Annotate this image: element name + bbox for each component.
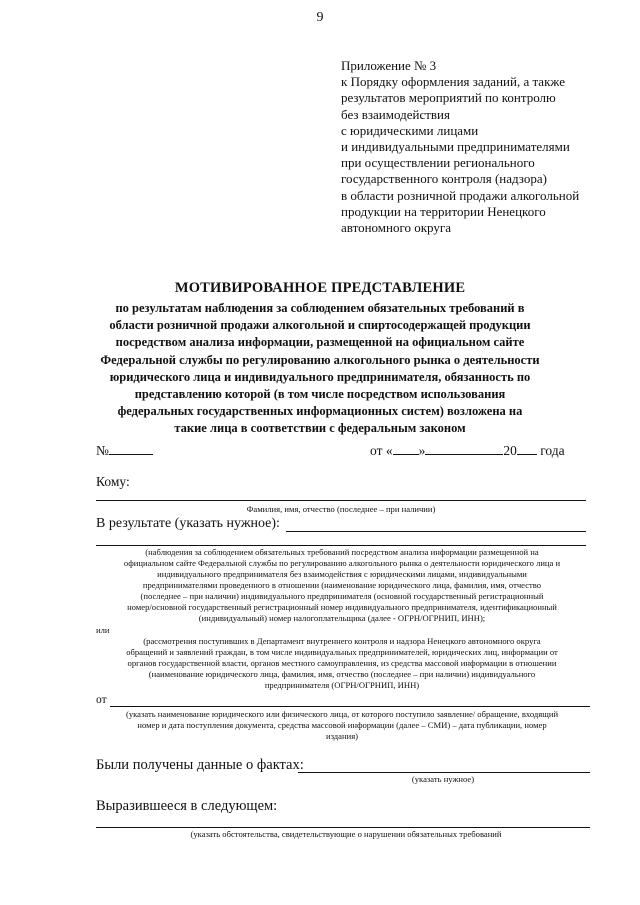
from-label: от xyxy=(96,694,107,706)
hint-line: (наблюдения за соблюдением обязательных требований посредством анализа информации размещенной на xyxy=(145,547,539,557)
subtitle-line: федеральных государственных информационных систем) возложена на xyxy=(117,404,523,419)
hint-line: номер/основной государственный регистрационный номер индивидуального предпринимателя, идентификационный xyxy=(127,602,557,612)
subtitle-line: по результатам наблюдения за соблюдением обязательных требований в xyxy=(115,301,525,315)
hint-line: (индивидуальный) номер налогоплательщика (далее - ОГРН/ОГРНИП, ИНН); xyxy=(198,613,486,623)
subtitle-line: такие лица в соответствии с федеральным законом xyxy=(174,421,466,436)
appendix-line: Приложение № 3 xyxy=(341,58,437,73)
hint-line: номер и дата поступления документа, средства массовой информации (далее – СМИ) – дата публикации, номер xyxy=(137,720,547,730)
appendix-line: результатов мероприятий по контролю xyxy=(341,90,556,106)
subtitle-line: области розничной продажи алкогольной и спиртосодержащей продукции xyxy=(109,318,531,333)
hint-line: издания) xyxy=(325,731,359,741)
subtitle-line: Федеральной службы по регулированию алкогольного рынка о деятельности xyxy=(100,352,540,367)
facts-field[interactable] xyxy=(298,772,590,773)
expressed-label: Выразившееся в следующем: xyxy=(96,798,278,814)
hint-line: предпринимателями проведенного в отношении (наименование юридического лица, фамилия, имя, отчество xyxy=(142,580,542,590)
appendix-line: государственного контроля (надзора) xyxy=(341,171,547,187)
from-field[interactable] xyxy=(110,706,590,707)
appendix-block xyxy=(341,58,631,236)
date-year-prefix: 20 xyxy=(503,443,517,458)
number-field[interactable] xyxy=(109,441,153,455)
document-title: МОТИВИРОВАННОЕ ПРЕДСТАВЛЕНИЕ xyxy=(174,280,466,296)
from-hint xyxy=(92,709,592,742)
option-2-hint xyxy=(92,636,592,691)
date-row xyxy=(370,441,565,459)
appendix-line: в области розничной продажи алкогольной xyxy=(341,187,580,203)
to-hint: Фамилия, имя, отчество (последнее – при наличии) xyxy=(246,504,436,514)
hint-line: (наименование юридического лица, фамилия, имя, отчество (последнее – при наличии) индивидуального xyxy=(148,669,536,679)
date-year-suffix: года xyxy=(540,443,565,458)
appendix-line: без взаимодействия xyxy=(341,106,450,122)
hint-line: индивидуального предпринимателя без взаимодействия с юридическими лицами, индивидуальными xyxy=(157,569,527,579)
hint-line: (указать наименование юридического или физического лица, от которого поступило заявление/ обращение, входящий xyxy=(125,709,559,719)
expressed-hint: (указать обстоятельства, свидетельствующие о нарушении обязательных требований xyxy=(190,829,502,839)
document-subtitle xyxy=(60,300,580,438)
subtitle-line: посредством анализа информации, размещенной на официальном сайте xyxy=(115,335,525,350)
number-label: № xyxy=(96,443,109,458)
to-label: Кому: xyxy=(96,474,130,489)
option-1-hint xyxy=(92,547,592,624)
to-field[interactable] xyxy=(96,500,586,501)
result-field[interactable] xyxy=(286,531,586,532)
page-number: 9 xyxy=(316,10,324,25)
appendix-line: продукции на территории Ненецкого xyxy=(341,203,546,219)
date-month-field[interactable] xyxy=(425,441,503,455)
appendix-line: к Порядку оформления заданий, а также xyxy=(341,74,565,90)
hint-line: обращений и заявлений граждан, в том числе индивидуальных предпринимателей, юридических лиц, информации от xyxy=(126,647,558,657)
hint-line: официальном сайте Федеральной службы по регулированию алкогольного рынка о деятельности юридического лица и xyxy=(123,558,561,568)
appendix-line: автономного округа xyxy=(341,220,451,236)
hint-line: предпринимателя (ОГРН/ОГРНИП, ИНН) xyxy=(264,680,420,690)
subtitle-line: представлению которой (в том числе посредством использования xyxy=(134,387,506,402)
date-year-field[interactable] xyxy=(517,441,537,455)
document-title-block xyxy=(60,280,580,438)
date-day-field[interactable] xyxy=(393,441,419,455)
or-label: или xyxy=(96,625,110,635)
result-field-line-2[interactable] xyxy=(96,545,586,546)
date-mid-label: » xyxy=(418,443,426,458)
result-label: В результате (указать нужное): xyxy=(96,516,280,531)
expressed-field[interactable] xyxy=(96,827,590,828)
appendix-line: и индивидуальными предпринимателями xyxy=(341,139,570,155)
appendix-line: с юридическими лицами xyxy=(341,122,479,138)
facts-label: Были получены данные о фактах: xyxy=(96,757,304,773)
facts-hint: (указать нужное) xyxy=(411,774,475,784)
hint-line: (последнее – при наличии) индивидуального предпринимателя (основной государственный регистрационный xyxy=(140,591,544,601)
subtitle-line: юридического лица и индивидуального предпринимателя, обязанность по xyxy=(109,369,531,384)
hint-line: (рассмотрения поступивших в Департамент внутреннего контроля и надзора Ненецкого автономного округа xyxy=(143,636,541,646)
number-row xyxy=(96,441,153,459)
hint-line: органов государственной власти, органов местного самоуправления, из средства массовой информации в отношении xyxy=(127,658,557,668)
date-from-label: от « xyxy=(370,443,393,458)
appendix-line: при осуществлении регионального xyxy=(341,155,535,171)
